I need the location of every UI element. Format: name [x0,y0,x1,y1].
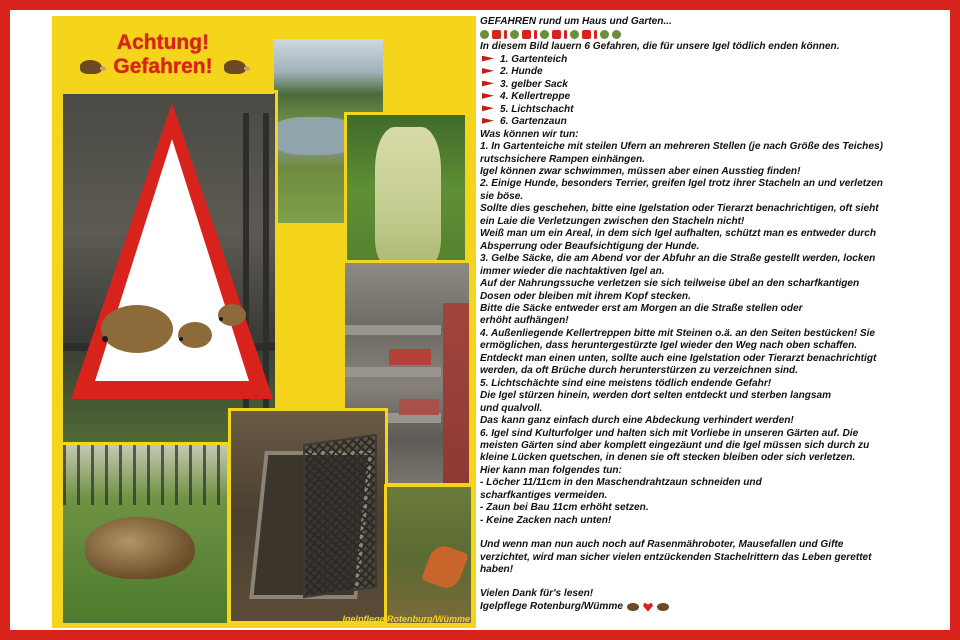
grate [303,434,377,598]
red-flag-icon [482,68,494,77]
advice-line: Dosen oder bleiben mit ihrem Kopf stecken. [480,290,691,302]
closing-line: Und wenn man nun auch noch auf Rasenmähroboter, Mausefallen und Gifte [480,539,844,551]
exclamation-icon [504,30,507,39]
post-image [10,10,950,630]
danger-label: 2. Hunde [500,66,543,78]
red-flag-icon [482,56,494,65]
hedgehog-icon [540,30,549,39]
hedgehog-icon [600,30,609,39]
advice-line: meisten Gärten sind aber komplett eingezäunt und die Igel müssen sich durch zu [480,439,870,451]
advice-line: Absperrung oder Beaufsichtigung der Hunde. [480,240,700,252]
danger-label: 4. Kellertreppe [500,91,571,103]
advice-line: Weiß man um ein Areal, in dem sich Igel aufhalten, schützt man es entweder durch [480,228,876,240]
warning-title [52,16,274,94]
hedgehog-icon [627,603,639,611]
red-flag-icon [482,105,494,114]
photo-warning-sign [60,90,278,446]
photo-collage [52,16,476,628]
hedgehog-icon [570,30,579,39]
red-flag-icon [482,118,494,127]
title-line-1: Achtung! [116,31,210,54]
danger-item [480,79,942,91]
warning-triangle-icon [67,99,277,419]
advice-line: kleine Lücken quetschen, in denen sie oft stecken bleiben oder sich verletzen. [480,452,856,464]
danger-label: 3. gelber Sack [500,78,568,90]
advice-line: Entdeckt man einen unten, sollte auch eine Igelstation oder Tierarzt benachrichtigt [480,352,877,364]
signature-text: Igelpflege Rotenburg/Wümme [480,600,623,612]
advice-line: ermöglichen, dass heruntergestürzte Igel wieder den Weg nach oben schaffen. [480,340,858,352]
exclamation-icon [594,30,597,39]
advice-text [480,141,942,527]
advice-line: rutschsichere Rampen einhängen. [480,153,645,165]
fence-bars [63,445,230,505]
photo-hedgehog-fence [60,442,230,626]
advice-line: Hier kann man folgendes tun: [480,464,622,476]
advice-line: - Zaun bei Bau 11cm erhöht setzen. [480,502,649,514]
advice-line: Das kann ganz einfach durch eine Abdeckung verhindert werden! [480,415,794,427]
advice-line: 6. Igel sind Kulturfolger und halten sich mit Vorliebe in unseren Gärten auf. Die [480,427,859,439]
closing-line: verzichtet, wird man sicher vielen entzückenden Stachelrittern das Leben gerettet [480,551,872,563]
photo-light-shaft [228,408,388,624]
advice-line: erhöht aufhängen! [480,315,569,327]
hedgehog-icon [80,60,102,74]
danger-label: 1. Gartenteich [500,53,568,65]
danger-list [480,54,942,129]
advice-line: und qualvoll. [480,402,543,414]
emoji-row [480,28,942,41]
advice-line: Bitte die Säcke entweder erst am Morgen an die Straße stellen oder [480,302,803,314]
title-line-2: Gefahren! [113,55,213,78]
advice-line: Sollte dies geschehen, bitte eine Igelstation oder Tierarzt benachrichtigen, oft sieht [480,203,879,215]
stair-step [345,367,441,377]
advice-line: werden, da oft Brüche durch herunterstürzen zu verzeichnen sind. [480,365,799,377]
danger-label: 6. Gartenzaun [500,116,567,128]
image-credit: Igelpflege Rotenburg/Wümme [342,614,470,624]
advice-line: sie böse. [480,190,524,202]
red-flag-icon [482,93,494,102]
advice-line: Igel können zwar schwimmen, müssen aber einen Ausstieg finden! [480,165,801,177]
advice-line: scharfkantiges vermeiden. [480,489,608,501]
yellow-sack-shape [375,127,441,267]
advice-line: 4. Außenliegende Kellertreppen bitte mit Steinen o.ä. an den Seiten bestücken! Sie [480,327,876,339]
hedgehog-icon [224,60,246,74]
what-to-do: Was können wir tun: [480,128,579,140]
intro-text: In diesem Bild lauern 6 Gefahren, die für unsere Igel tödlich enden können. [480,41,840,53]
danger-label: 5. Lichtschacht [500,103,574,115]
advice-line: ein Laie die Verletzungen zwischen den Stacheln nicht! [480,215,745,227]
advice-line: - Keine Zacken nach unten! [480,514,612,526]
brick-wall [443,303,469,486]
exclamation-icon [564,30,567,39]
advice-line: Die Igel stürzen hinein, werden dort selten entdeckt und sterben langsam [480,390,832,402]
danger-item [480,91,942,103]
brick [399,399,439,415]
signature [480,601,942,613]
danger-item [480,104,942,116]
red-flag-icon [482,81,494,90]
advice-line: 2. Einige Hunde, besonders Terrier, greifen Igel trotz ihrer Stacheln an und verletzen [480,178,883,190]
danger-item [480,66,942,78]
stair-step [345,325,441,335]
heading: GEFAHREN rund um Haus und Garten... [480,16,672,27]
leaf-shape [421,542,469,592]
post-text [480,16,942,613]
thanks-line: Vielen Dank für's lesen! [480,588,594,600]
advice-line: 1. In Gartenteiche mit steilen Ufern an mehreren Stellen (je nach Größe des Teiches) [480,141,883,153]
advice-line: Auf der Nahrungssuche verletzen sie sich teilweise übel an den scharfkantigen [480,278,860,290]
hedgehog-icon [510,30,519,39]
hedgehog-icon [657,603,669,611]
advice-line: 5. Lichtschächte sind eine meistens tödlich endende Gefahr! [480,377,772,389]
brick [389,349,431,365]
danger-item [480,54,942,66]
closing-line: haben! [480,564,514,576]
photo-autumn-leaves [384,484,474,626]
advice-line: - Löcher 11/11cm in den Maschendrahtzaun schneiden und [480,477,762,489]
flower-icon [552,30,561,39]
exclamation-icon [534,30,537,39]
flower-icon [582,30,591,39]
hedgehog-shape [85,517,195,579]
flower-icon [492,30,501,39]
hedgehog-icon [480,30,489,39]
hedgehog-icon [612,30,621,39]
danger-item [480,116,942,128]
flower-icon [522,30,531,39]
advice-line: 3. Gelbe Säcke, die am Abend vor der Abfuhr an die Straße gestellt werden, locken [480,253,876,265]
advice-line: immer wieder die nachtaktiven Igel an. [480,265,665,277]
heart-icon [643,603,653,612]
